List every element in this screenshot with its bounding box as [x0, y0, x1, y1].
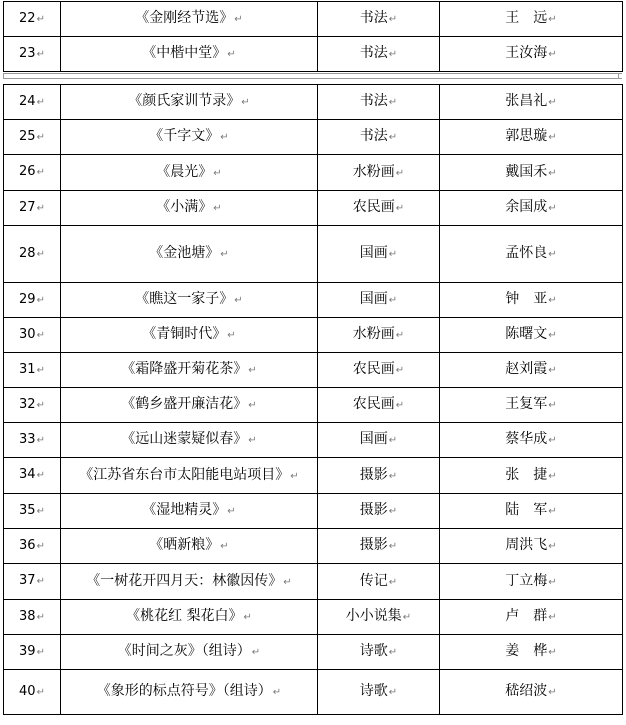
cell-text: 36 — [19, 537, 36, 553]
paragraph-mark-icon: ↵ — [36, 540, 45, 552]
table-row — [4, 155, 623, 191]
row-number-cell — [4, 529, 61, 564]
work-title-cell — [61, 120, 318, 155]
cell-text: 《象形的标点符号》（组诗） — [96, 683, 272, 699]
table-row — [4, 37, 623, 72]
work-title-cell — [61, 388, 318, 423]
cell-text: 《小满》 — [156, 199, 213, 215]
paragraph-mark-icon: ↵ — [388, 435, 398, 446]
work-title-cell — [61, 635, 318, 670]
cell-text: 《瞧这一家子》 — [135, 291, 234, 307]
genre-cell — [318, 2, 440, 37]
genre-cell — [318, 283, 440, 318]
paragraph-mark-icon: ↵ — [548, 400, 557, 411]
paragraph-mark-icon: ↵ — [548, 506, 557, 517]
author-cell — [440, 226, 623, 283]
paragraph-mark-icon: ↵ — [36, 505, 45, 517]
cell-text: 余国成 — [505, 199, 548, 215]
paragraph-mark-icon: ↵ — [234, 295, 243, 306]
cell-text: 戴国禾 — [505, 163, 548, 180]
paragraph-mark-icon: ↵ — [227, 49, 236, 60]
genre-cell — [318, 85, 440, 120]
paragraph-mark-icon: ↵ — [251, 647, 261, 658]
paragraph-mark-icon: ↵ — [388, 295, 398, 306]
paragraph-mark-icon: ↵ — [395, 330, 405, 341]
row-number-cell — [4, 85, 61, 120]
author-cell — [440, 2, 623, 37]
cell-text: 《一树花开四月天：林徽因传》 — [86, 572, 283, 589]
paragraph-mark-icon: ↵ — [548, 365, 557, 376]
paragraph-mark-icon: ↵ — [36, 131, 45, 143]
paragraph-mark-icon: ↵ — [36, 167, 45, 178]
cell-text: 赵刘霞 — [505, 361, 548, 377]
row-number-cell — [4, 600, 61, 635]
cell-text: 30 — [19, 326, 36, 342]
cell-text: 《晒新粮》 — [149, 537, 220, 553]
paragraph-mark-icon: ↵ — [220, 541, 229, 552]
work-title-cell — [61, 529, 318, 564]
table-row — [4, 635, 623, 670]
cell-text: 《桃花红 梨花白》 — [126, 608, 243, 624]
cell-text: 农民画 — [352, 199, 395, 215]
table-row — [4, 529, 623, 564]
genre-cell — [318, 353, 440, 388]
genre-cell — [318, 635, 440, 670]
author-cell — [440, 529, 623, 564]
paragraph-mark-icon: ↵ — [36, 248, 45, 260]
paragraph-mark-icon: ↵ — [395, 365, 405, 376]
cell-text: 孟怀良 — [505, 245, 548, 261]
cell-text: 水粉画 — [352, 326, 395, 342]
work-title-cell — [61, 670, 318, 715]
paragraph-mark-icon: ↵ — [36, 329, 45, 341]
cell-text: 张 捷 — [505, 466, 548, 483]
row-number-cell — [4, 564, 61, 600]
row-number-cell — [4, 423, 61, 458]
author-cell — [440, 423, 623, 458]
paragraph-mark-icon: ↵ — [36, 611, 45, 623]
paragraph-mark-icon: ↵ — [36, 13, 45, 25]
cell-text: 蔡华成 — [505, 431, 548, 447]
paragraph-mark-icon: ↵ — [220, 249, 229, 260]
paragraph-mark-icon: ↵ — [227, 330, 236, 341]
row-number-cell — [4, 494, 61, 529]
cell-text: 钟 亚 — [505, 291, 548, 307]
cell-text: 郭思璇 — [505, 128, 548, 144]
genre-cell — [318, 494, 440, 529]
table-row — [4, 318, 623, 353]
cell-text: 24 — [19, 93, 36, 109]
cell-text: 《湿地精灵》 — [142, 502, 227, 518]
author-cell — [440, 564, 623, 600]
cell-text: 水粉画 — [352, 163, 395, 180]
row-number-cell — [4, 635, 61, 670]
table-row — [4, 85, 623, 120]
paragraph-mark-icon: ↵ — [548, 167, 557, 179]
author-cell — [440, 37, 623, 72]
author-cell — [440, 191, 623, 226]
work-title-cell — [61, 458, 318, 494]
table-row — [4, 283, 623, 318]
genre-cell — [318, 564, 440, 600]
cell-text: 王 远 — [505, 10, 548, 26]
cell-text: 传记 — [359, 572, 388, 589]
cell-text: 《霜降盛开菊花茶》 — [121, 361, 248, 377]
genre-cell — [318, 423, 440, 458]
paragraph-mark-icon: ↵ — [548, 14, 557, 25]
cell-text: 摄影 — [359, 537, 388, 553]
paragraph-mark-icon: ↵ — [388, 249, 398, 260]
cell-text: 《颜氏家训节录》 — [128, 93, 241, 109]
work-title-cell — [61, 37, 318, 72]
page-break-tick-left — [3, 73, 8, 79]
genre-cell — [318, 226, 440, 283]
cell-text: 《金刚经节选》 — [135, 10, 234, 26]
work-title-cell — [61, 85, 318, 120]
cell-text: 40 — [19, 683, 36, 699]
paragraph-mark-icon: ↵ — [290, 470, 299, 482]
paragraph-mark-icon: ↵ — [36, 576, 45, 587]
cell-text: 38 — [19, 608, 36, 624]
cell-text: 22 — [19, 10, 36, 26]
cell-text: 嵇绍波 — [505, 683, 548, 699]
genre-cell — [318, 458, 440, 494]
cell-text: 29 — [19, 291, 36, 307]
cell-text: 《金池塘》 — [149, 245, 220, 261]
table-row — [4, 564, 623, 600]
table-row — [4, 600, 623, 635]
cell-text: 《鹤乡盛开廉洁花》 — [121, 396, 248, 412]
cell-text: 26 — [19, 164, 36, 179]
cell-text: 35 — [19, 502, 36, 518]
paragraph-mark-icon: ↵ — [36, 364, 45, 376]
genre-cell — [318, 318, 440, 353]
author-cell — [440, 388, 623, 423]
paragraph-mark-icon: ↵ — [548, 541, 557, 552]
cell-text: 卢 群 — [505, 608, 548, 624]
paragraph-mark-icon: ↵ — [388, 14, 398, 25]
genre-cell — [318, 120, 440, 155]
author-cell — [440, 600, 623, 635]
cell-text: 书法 — [359, 10, 388, 26]
author-cell — [440, 283, 623, 318]
paragraph-mark-icon: ↵ — [388, 470, 398, 482]
paragraph-mark-icon: ↵ — [548, 576, 557, 588]
table-row — [4, 353, 623, 388]
author-cell — [440, 120, 623, 155]
table-row — [4, 494, 623, 529]
paragraph-mark-icon: ↵ — [36, 294, 45, 306]
cell-text: 诗歌 — [359, 643, 388, 659]
paragraph-mark-icon: ↵ — [36, 48, 45, 60]
paragraph-mark-icon: ↵ — [36, 646, 45, 658]
paragraph-mark-icon: ↵ — [213, 167, 222, 179]
cell-text: 书法 — [359, 93, 388, 109]
row-number-cell — [4, 155, 61, 191]
cell-text: 《青铜时代》 — [142, 326, 227, 342]
cell-text: 国画 — [359, 245, 388, 261]
paragraph-mark-icon: ↵ — [241, 97, 250, 108]
work-title-cell — [61, 353, 318, 388]
paragraph-mark-icon: ↵ — [213, 203, 222, 214]
genre-cell — [318, 600, 440, 635]
paragraph-mark-icon: ↵ — [388, 576, 398, 588]
row-number-cell — [4, 120, 61, 155]
paragraph-mark-icon: ↵ — [248, 435, 257, 446]
row-number-cell — [4, 388, 61, 423]
author-cell — [440, 670, 623, 715]
work-title-cell — [61, 155, 318, 191]
author-cell — [440, 353, 623, 388]
paragraph-mark-icon: ↵ — [388, 49, 398, 60]
work-title-cell — [61, 494, 318, 529]
cell-text: 《江苏省东台市太阳能电站项目》 — [79, 466, 290, 483]
cell-text: 34 — [19, 467, 36, 482]
paragraph-mark-icon: ↵ — [395, 400, 405, 411]
work-title-cell — [61, 423, 318, 458]
paragraph-mark-icon: ↵ — [548, 330, 557, 341]
row-number-cell — [4, 191, 61, 226]
paragraph-mark-icon: ↵ — [283, 576, 292, 588]
paragraph-mark-icon: ↵ — [388, 687, 398, 698]
paragraph-mark-icon: ↵ — [388, 506, 398, 517]
paragraph-mark-icon: ↵ — [548, 647, 557, 658]
row-number-cell — [4, 37, 61, 72]
cell-text: 陈曙文 — [505, 326, 548, 342]
cell-text: 书法 — [359, 45, 388, 61]
author-cell — [440, 85, 623, 120]
cell-text: 王汝海 — [505, 45, 548, 61]
work-title-cell — [61, 226, 318, 283]
cell-text: 《远山迷蒙疑似春》 — [121, 431, 248, 447]
page-break-tick-right — [618, 73, 623, 79]
genre-cell — [318, 529, 440, 564]
row-number-cell — [4, 670, 61, 715]
table-row — [4, 388, 623, 423]
cell-text: 陆 军 — [505, 502, 548, 518]
cell-text: 国画 — [359, 291, 388, 307]
work-title-cell — [61, 283, 318, 318]
paragraph-mark-icon: ↵ — [402, 612, 412, 623]
paragraph-mark-icon: ↵ — [548, 470, 557, 482]
paragraph-mark-icon: ↵ — [548, 249, 557, 260]
table-row — [4, 120, 623, 155]
cell-text: 32 — [19, 396, 36, 412]
paragraph-mark-icon: ↵ — [395, 167, 405, 179]
work-title-cell — [61, 564, 318, 600]
cell-text: 33 — [19, 431, 36, 447]
paragraph-mark-icon: ↵ — [36, 434, 45, 446]
paragraph-mark-icon: ↵ — [248, 365, 257, 376]
row-number-cell — [4, 318, 61, 353]
work-title-cell — [61, 2, 318, 37]
cell-text: 张昌礼 — [505, 93, 548, 109]
table-row — [4, 226, 623, 283]
cell-text: 23 — [19, 45, 36, 61]
paragraph-mark-icon: ↵ — [388, 541, 398, 552]
cell-text: 摄影 — [359, 502, 388, 518]
paragraph-mark-icon: ↵ — [243, 612, 252, 623]
paragraph-mark-icon: ↵ — [395, 203, 405, 214]
page-break-line-upper — [3, 73, 622, 74]
table-row — [4, 670, 623, 715]
cell-text: 农民画 — [352, 396, 395, 412]
cell-text: 小小说集 — [345, 608, 402, 624]
row-number-cell — [4, 283, 61, 318]
cell-text: 《晨光》 — [156, 163, 213, 180]
paragraph-mark-icon: ↵ — [36, 470, 45, 481]
row-number-cell — [4, 458, 61, 494]
cell-text: 37 — [19, 573, 36, 588]
genre-cell — [318, 670, 440, 715]
author-cell — [440, 494, 623, 529]
cell-text: 25 — [19, 128, 36, 144]
cell-text: 农民画 — [352, 361, 395, 377]
author-cell — [440, 635, 623, 670]
cell-text: 31 — [19, 361, 36, 377]
author-cell — [440, 318, 623, 353]
page-break-line-lower — [3, 78, 622, 79]
paragraph-mark-icon: ↵ — [36, 686, 45, 698]
row-number-cell — [4, 226, 61, 283]
work-title-cell — [61, 600, 318, 635]
cell-text: 国画 — [359, 431, 388, 447]
paragraph-mark-icon: ↵ — [388, 647, 398, 658]
paragraph-mark-icon: ↵ — [36, 202, 45, 214]
cell-text: 39 — [19, 643, 36, 659]
paragraph-mark-icon: ↵ — [548, 612, 557, 623]
genre-cell — [318, 388, 440, 423]
paragraph-mark-icon: ↵ — [548, 203, 557, 214]
cell-text: 诗歌 — [359, 683, 388, 699]
works-table-top — [3, 1, 623, 72]
table-row — [4, 458, 623, 494]
paragraph-mark-icon: ↵ — [36, 399, 45, 411]
table-row — [4, 423, 623, 458]
cell-text: 周洪飞 — [505, 537, 548, 553]
paragraph-mark-icon: ↵ — [220, 132, 229, 143]
cell-text: 《中楷中堂》 — [142, 45, 227, 61]
paragraph-mark-icon: ↵ — [36, 96, 45, 108]
paragraph-mark-icon: ↵ — [548, 295, 557, 306]
table-row — [4, 191, 623, 226]
row-number-cell — [4, 2, 61, 37]
table-row — [4, 2, 623, 37]
paragraph-mark-icon: ↵ — [548, 97, 557, 108]
cell-text: 书法 — [359, 128, 388, 144]
cell-text: 《千字文》 — [149, 128, 220, 144]
author-cell — [440, 458, 623, 494]
paragraph-mark-icon: ↵ — [388, 132, 398, 143]
work-title-cell — [61, 191, 318, 226]
cell-text: 丁立梅 — [505, 572, 548, 589]
genre-cell — [318, 155, 440, 191]
work-title-cell — [61, 318, 318, 353]
cell-text: 王复军 — [505, 396, 548, 412]
cell-text: 27 — [19, 199, 36, 215]
paragraph-mark-icon: ↵ — [227, 506, 236, 517]
genre-cell — [318, 37, 440, 72]
paragraph-mark-icon: ↵ — [548, 49, 557, 60]
paragraph-mark-icon: ↵ — [248, 400, 257, 411]
cell-text: 摄影 — [359, 466, 388, 483]
row-number-cell — [4, 353, 61, 388]
paragraph-mark-icon: ↵ — [272, 687, 282, 698]
author-cell — [440, 155, 623, 191]
works-table-main — [3, 84, 623, 715]
cell-text: 《时间之灰》（组诗） — [117, 643, 251, 659]
paragraph-mark-icon: ↵ — [548, 687, 557, 698]
cell-text: 28 — [19, 245, 36, 261]
paragraph-mark-icon: ↵ — [548, 435, 557, 446]
cell-text: 姜 桦 — [505, 643, 548, 659]
paragraph-mark-icon: ↵ — [234, 14, 243, 25]
genre-cell — [318, 191, 440, 226]
paragraph-mark-icon: ↵ — [388, 97, 398, 108]
paragraph-mark-icon: ↵ — [548, 132, 557, 143]
